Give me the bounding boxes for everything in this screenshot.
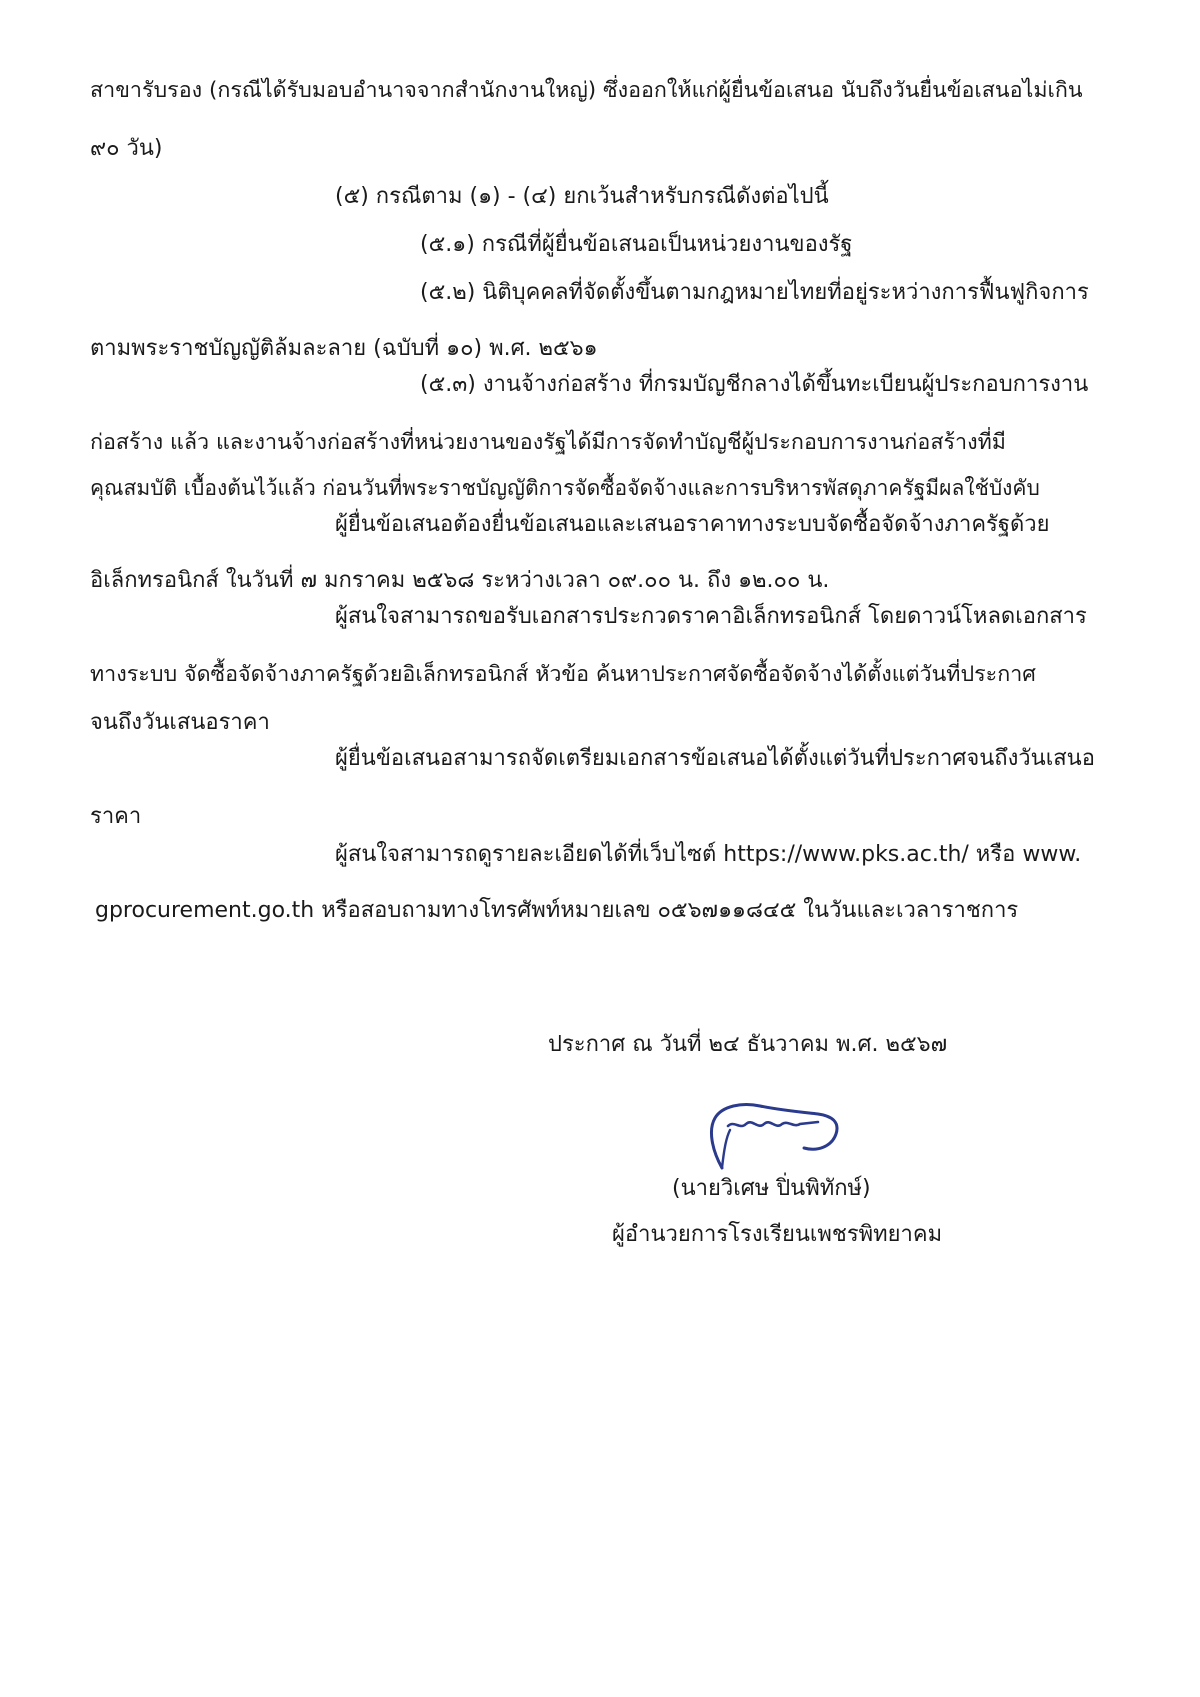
signature-mark	[700, 1090, 850, 1175]
documents-paragraph: ผู้สนใจสามารถขอรับเอกสารประกวดราคาอิเล็กทรอนิกส์ โดยดาวน์โหลดเอกสาร	[335, 604, 1087, 629]
list-item-5-1: (๕.๑) กรณีที่ผู้ยื่นข้อเสนอเป็นหน่วยงานของรัฐ	[420, 232, 853, 257]
paragraph-line: ๙๐ วัน)	[90, 136, 163, 161]
paragraph-line: สาขารับรอง (กรณีได้รับมอบอำนาจจากสำนักงานใหญ่) ซึ่งออกให้แก่ผู้ยื่นข้อเสนอ นับถึงวันยื่นข้อเสนอไม่เกิน	[90, 78, 1083, 103]
submission-paragraph-continued: อิเล็กทรอนิกส์ ในวันที่ ๗ มกราคม ๒๕๖๘ ระหว่างเวลา ๐๙.๐๐ น. ถึง ๑๒.๐๐ น.	[90, 568, 830, 593]
preparation-paragraph-continued: ราคา	[90, 804, 142, 829]
list-item-5-2: (๕.๒) นิติบุคคลที่จัดตั้งขึ้นตามกฎหมายไทยที่อยู่ระหว่างการฟื้นฟูกิจการ	[420, 280, 1089, 305]
list-item-5-3: (๕.๓) งานจ้างก่อสร้าง ที่กรมบัญชีกลางได้ขึ้นทะเบียนผู้ประกอบการงาน	[420, 372, 1089, 397]
list-item-5-3-continued: คุณสมบัติ เบื้องต้นไว้แล้ว ก่อนวันที่พระราชบัญญัติการจัดซื้อจัดจ้างและการบริหารพัสดุภาครัฐมีผลใช้บังคับ	[90, 476, 1040, 500]
contact-paragraph-continued: gprocurement.go.th หรือสอบถามทางโทรศัพท์หมายเลข ๐๕๖๗๑๑๘๔๕ ในวันและเวลาราชการ	[95, 898, 1019, 923]
announcement-date: ประกาศ ณ วันที่ ๒๔ ธันวาคม พ.ศ. ๒๕๖๗	[548, 1032, 948, 1057]
preparation-paragraph: ผู้ยื่นข้อเสนอสามารถจัดเตรียมเอกสารข้อเสนอได้ตั้งแต่วันที่ประกาศจนถึงวันเสนอ	[335, 746, 1095, 771]
signer-title: ผู้อำนวยการโรงเรียนเพชรพิทยาคม	[612, 1222, 943, 1247]
list-item-5: (๕) กรณีตาม (๑) - (๔) ยกเว้นสำหรับกรณีดังต่อไปนี้	[335, 184, 829, 209]
signer-name: (นายวิเศษ ปิ่นพิทักษ์)	[672, 1176, 871, 1201]
submission-paragraph: ผู้ยื่นข้อเสนอต้องยื่นข้อเสนอและเสนอราคาทางระบบจัดซื้อจัดจ้างภาครัฐด้วย	[335, 512, 1050, 537]
documents-paragraph-continued: จนถึงวันเสนอราคา	[90, 710, 270, 735]
documents-paragraph-continued: ทางระบบ จัดซื้อจัดจ้างภาครัฐด้วยอิเล็กทรอนิกส์ หัวข้อ ค้นหาประกาศจัดซื้อจัดจ้างได้ตั้งแต่วันที่ประกาศ	[90, 662, 1036, 687]
list-item-5-3-continued: ก่อสร้าง แล้ว และงานจ้างก่อสร้างที่หน่วยงานของรัฐได้มีการจัดทำบัญชีผู้ประกอบการงานก่อสร้างที่มี	[90, 430, 1006, 455]
contact-paragraph: ผู้สนใจสามารถดูรายละเอียดได้ที่เว็บไซต์ https://www.pks.ac.th/ หรือ www.	[335, 842, 1082, 867]
list-item-5-2-continued: ตามพระราชบัญญัติล้มละลาย (ฉบับที่ ๑๐) พ.ศ. ๒๕๖๑	[90, 336, 598, 361]
